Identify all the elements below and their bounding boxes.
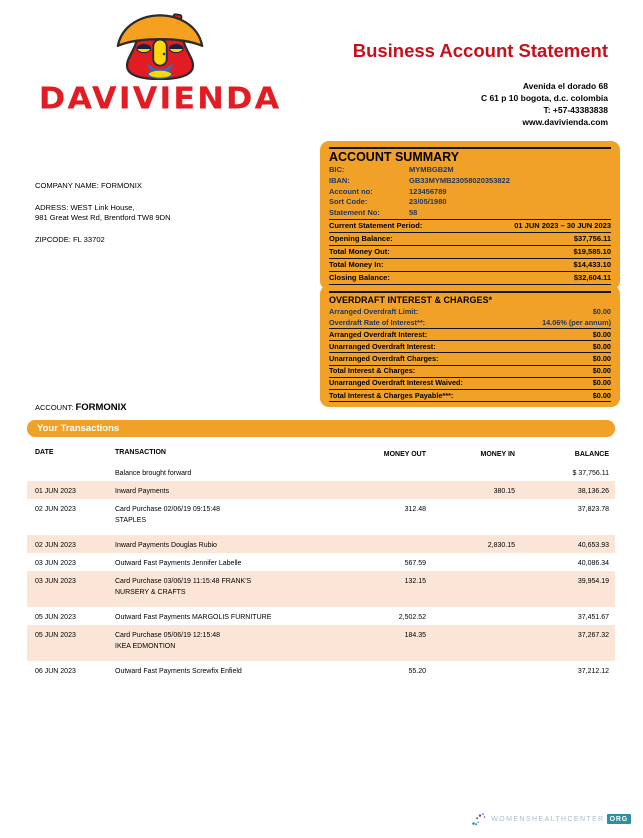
watermark — [471, 812, 631, 826]
cell-transaction — [115, 504, 340, 526]
box-top-rule — [329, 291, 611, 293]
summary-detail-value: MYMBGB2M — [409, 165, 454, 174]
overdraft-bordered-label: Unarranged Overdraft Interest: — [329, 341, 436, 351]
bank-address-line: T: +57-43383838 — [543, 105, 608, 115]
summary-total-label: Closing Balance: — [329, 273, 390, 283]
cell-balance: 37,212.12 — [577, 668, 609, 675]
col-header-date: DATE — [35, 449, 54, 456]
overdraft-plain-value: $0.00 — [592, 307, 611, 316]
summary-detail-row — [329, 176, 611, 187]
bank-wordmark: DAVIVIENDA — [38, 79, 282, 117]
bank-address-line: Avenida el dorado 68 — [522, 81, 608, 91]
overdraft-bordered-value: $0.00 — [592, 390, 611, 400]
cell-date: 02 JUN 2023 — [35, 506, 76, 513]
summary-total-value: $19,585.10 — [573, 247, 611, 257]
summary-detail-value: GB33MYMB23058020353822 — [409, 175, 510, 185]
transaction-line: Card Purchase 03/06/19 11:15:48 FRANK'S — [115, 578, 252, 585]
summary-total-label: Opening Balance: — [329, 234, 393, 244]
overdraft-bordered-row — [329, 352, 611, 364]
col-header-money-out: MONEY OUT — [383, 451, 426, 458]
bank-address — [481, 80, 608, 128]
transactions-section-title: Your Transactions — [37, 423, 120, 434]
cell-money-out: 312.48 — [404, 506, 426, 513]
overdraft-bordered-value: $0.00 — [592, 366, 611, 376]
account-summary-title: ACCOUNT SUMMARY — [329, 150, 460, 164]
summary-detail-row — [329, 187, 611, 198]
col-header-balance: BALANCE — [574, 451, 609, 458]
transaction-line: Outward Fast Payments Jennifer Labelle — [115, 560, 242, 567]
cell-balance: 37,823.78 — [577, 506, 609, 513]
cell-balance: $ 37,756.11 — [572, 470, 609, 477]
summary-total-row — [329, 219, 611, 232]
summary-total-label: Total Money In: — [329, 260, 384, 270]
summary-total-value: $14,433.10 — [573, 260, 611, 270]
cell-date: 05 JUN 2023 — [35, 632, 76, 639]
company-zipcode-line: ZIPCODE: FL 33702 — [35, 234, 105, 244]
cell-money-out: 55.20 — [408, 668, 426, 675]
summary-total-label: Current Statement Period: — [329, 221, 423, 231]
account-summary-box — [320, 141, 620, 290]
cell-date: 01 JUN 2023 — [35, 488, 76, 495]
cell-money-out: 132.15 — [404, 578, 426, 585]
company-address-line2: 981 Great West Rd, Brentford TW8 9DN — [35, 213, 171, 222]
cell-balance: 40,086.34 — [577, 560, 609, 567]
summary-detail-row — [329, 165, 611, 176]
transaction-line: Card Purchase 02/06/19 09:15:48 — [115, 506, 221, 513]
overdraft-plain-value: 14.06% (per annum) — [542, 317, 611, 327]
cell-date: 02 JUN 2023 — [35, 542, 76, 549]
cell-money-in: 380.15 — [493, 488, 515, 495]
company-info — [35, 181, 171, 245]
cell-date: 03 JUN 2023 — [35, 560, 76, 567]
cell-balance: 39,954.19 — [577, 578, 609, 585]
table-row — [27, 463, 615, 481]
table-row — [27, 553, 615, 571]
cell-money-out: 2,502.52 — [398, 614, 426, 621]
table-row — [27, 607, 615, 625]
summary-total-label: Total Money Out: — [329, 247, 390, 257]
cell-transaction — [115, 468, 340, 479]
cell-transaction — [115, 486, 340, 497]
overdraft-bordered-rows — [329, 328, 611, 402]
cell-transaction — [115, 612, 340, 623]
transaction-line: Inward Payments — [115, 488, 170, 495]
col-header-money-in: MONEY IN — [480, 451, 515, 458]
overdraft-bordered-label: Unarranged Overdraft Charges: — [329, 353, 439, 363]
overdraft-bordered-row — [329, 389, 611, 401]
watermark-org-badge: ORG — [607, 814, 631, 824]
overdraft-bordered-label: Unarranged Overdraft Interest Waived: — [329, 378, 463, 388]
account-summary-totals — [329, 219, 611, 285]
summary-total-row — [329, 271, 611, 284]
table-row — [27, 499, 615, 535]
summary-detail-label: Sort Code: — [329, 197, 368, 207]
cell-transaction — [115, 630, 340, 652]
cell-date: 06 JUN 2023 — [35, 668, 76, 675]
summary-total-value: $32,604.11 — [573, 273, 611, 283]
overdraft-plain-row — [329, 318, 611, 329]
summary-detail-label: Statement No: — [329, 208, 380, 218]
overdraft-box — [320, 285, 620, 407]
overdraft-bordered-value: $0.00 — [592, 353, 611, 363]
summary-total-value: $37,756.11 — [573, 234, 611, 244]
cell-date: 05 JUN 2023 — [35, 614, 76, 621]
account-summary-details — [329, 165, 611, 219]
cell-balance: 37,267.32 — [577, 632, 609, 639]
transaction-line: IKEA EDMONTION — [115, 643, 176, 650]
company-name-line: COMPANY NAME: FORMONIX — [35, 181, 142, 190]
overdraft-plain-label: Overdraft Rate of Interest**: — [329, 317, 426, 327]
table-row — [27, 625, 615, 661]
transaction-line: NURSERY & CRAFTS — [115, 589, 186, 596]
overdraft-bordered-label: Arranged Overdraft Interest: — [329, 329, 428, 339]
box-top-rule — [329, 147, 611, 149]
account-value: FORMONIX — [75, 402, 127, 413]
bank-address-line: www.davivienda.com — [522, 117, 608, 127]
overdraft-bordered-value: $0.00 — [592, 329, 611, 339]
cell-transaction — [115, 666, 340, 677]
table-body — [27, 463, 615, 679]
summary-detail-value: 58 — [409, 208, 418, 218]
watermark-text: WOMENSHEALTHCENTER — [491, 815, 605, 823]
cell-date: 03 JUN 2023 — [35, 578, 76, 585]
summary-total-row — [329, 232, 611, 245]
account-line — [35, 402, 127, 413]
bank-logo — [26, 10, 294, 117]
davivienda-house-icon — [114, 10, 206, 80]
summary-total-row — [329, 245, 611, 258]
summary-detail-label: BIC: — [329, 165, 345, 174]
overdraft-bordered-row — [329, 340, 611, 352]
overdraft-plain-label: Arranged Overdraft Limit: — [329, 307, 419, 316]
summary-detail-row — [329, 197, 611, 208]
table-header-row — [27, 447, 615, 463]
overdraft-title: OVERDRAFT INTEREST & CHARGES* — [329, 295, 493, 305]
cell-balance: 38,136.26 — [577, 488, 609, 495]
overdraft-plain-rows — [329, 307, 611, 328]
overdraft-plain-row — [329, 307, 611, 318]
cell-transaction — [115, 540, 340, 551]
overdraft-bordered-label: Total Interest & Charges: — [329, 366, 416, 376]
summary-detail-label: IBAN: — [329, 175, 350, 185]
cell-transaction — [115, 558, 340, 569]
transaction-line: Balance brought forward — [115, 470, 192, 477]
cell-balance: 37,451.67 — [577, 614, 609, 621]
overdraft-bordered-row — [329, 377, 611, 389]
overdraft-bordered-value: $0.00 — [592, 341, 611, 351]
overdraft-bordered-row — [329, 328, 611, 340]
company-address-line1: ADRESS: WEST Link House, — [35, 202, 135, 212]
watermark-dots-icon — [471, 812, 489, 826]
summary-total-row — [329, 258, 611, 271]
table-row — [27, 481, 615, 499]
transaction-line: STAPLES — [115, 517, 146, 524]
table-row — [27, 661, 615, 679]
overdraft-bordered-row — [329, 365, 611, 377]
summary-detail-row — [329, 208, 611, 219]
table-row — [27, 571, 615, 607]
summary-detail-value: 23/05/1980 — [409, 197, 447, 207]
transaction-line: Card Purchase 05/06/19 12:15:48 — [115, 632, 221, 639]
page-title: Business Account Statement — [352, 40, 608, 61]
cell-money-in: 2,830.15 — [487, 542, 515, 549]
summary-detail-label: Account no: — [329, 186, 373, 196]
transactions-table — [27, 447, 615, 679]
table-row — [27, 535, 615, 553]
cell-transaction — [115, 576, 340, 598]
transaction-line: Outward Fast Payments MARGOLIS FURNITURE — [115, 614, 272, 621]
account-label: ACCOUNT: — [35, 403, 74, 412]
cell-money-out: 567.59 — [404, 560, 426, 567]
summary-total-value: 01 JUN 2023 – 30 JUN 2023 — [514, 221, 611, 231]
cell-money-out: 184.35 — [404, 632, 426, 639]
overdraft-bordered-label: Total Interest & Charges Payable***: — [329, 390, 454, 400]
transaction-line: Outward Fast Payments Screwfix Enfield — [115, 668, 242, 675]
overdraft-bordered-value: $0.00 — [592, 378, 611, 388]
transaction-line: Inward Payments Douglas Rubio — [115, 542, 217, 549]
col-header-transaction: TRANSACTION — [115, 449, 166, 456]
cell-balance: 40,653.93 — [577, 542, 609, 549]
transactions-section-bar — [27, 420, 615, 437]
summary-detail-value: 123456789 — [409, 186, 447, 196]
bank-address-line: C 61 p 10 bogota, d.c. colombia — [480, 93, 608, 103]
